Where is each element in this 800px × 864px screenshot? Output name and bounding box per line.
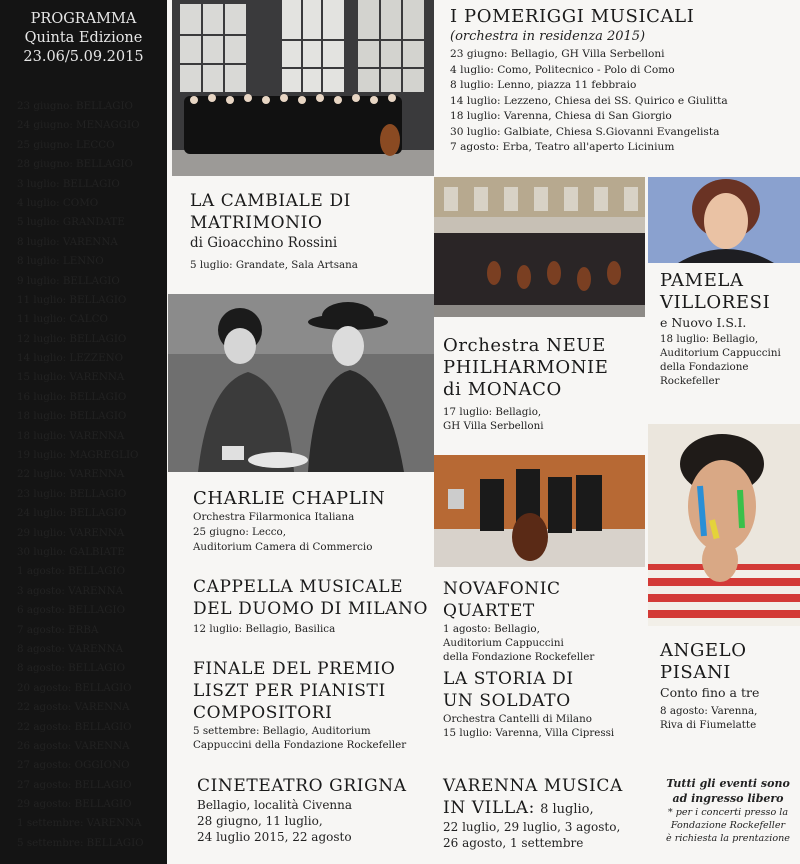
grigna-detail-line: 24 luglio 2015, 22 agosto [197, 830, 352, 844]
varenna-title-line2: IN VILLA: [443, 798, 535, 818]
novafonic-detail-line: della Fondazione Rockefeller [443, 651, 595, 663]
chaplin-details [193, 510, 433, 555]
event-date-item: 29 luglio: VARENNA [17, 526, 125, 539]
event-date-item: 8 luglio: LENNO [17, 255, 104, 268]
pomeriggi-schedule-line: 8 luglio: Lenno, piazza 11 febbraio [450, 79, 637, 91]
villoresi-title-line1: PAMELA [660, 270, 744, 291]
neue-title-line2: PHILHARMONIE [443, 357, 609, 378]
novafonic-detail-line: Auditorium Cappuccini [443, 637, 564, 649]
pisani-title-line1: ANGELO [660, 640, 747, 661]
note-line5: è richiesta la prentazione [666, 833, 790, 844]
neue-detail-line: GH Villa Serbelloni [443, 420, 544, 432]
pomeriggi-title: I POMERIGGI MUSICALI [450, 6, 695, 27]
grigna-detail-line: 28 giugno, 11 luglio, [197, 814, 323, 828]
cappella-section [193, 576, 433, 636]
varenna-first-date: 8 luglio, [540, 802, 594, 817]
chaplin-detail-line: Orchestra Filarmonica Italiana [193, 511, 355, 523]
grigna-title: CINETEATRO GRIGNA [197, 776, 407, 796]
chaplin-title: CHARLIE CHAPLIN [193, 488, 386, 509]
event-date-item: 8 agosto: VARENNA [17, 642, 124, 655]
programme-dates: 23.06/5.09.2015 [23, 49, 144, 65]
chaplin-detail-line: 25 giugno: Lecco, [193, 526, 286, 538]
event-date-list [17, 97, 144, 853]
event-date-item: 11 luglio: CALCO [17, 313, 108, 326]
event-date-item: 15 luglio: VARENNA [17, 371, 125, 384]
pisani-subtitle: Conto fino a tre [660, 685, 760, 700]
note-line2: ad ingresso libero [672, 792, 784, 805]
event-date-item: 20 agosto: BELLAGIO [17, 681, 132, 694]
liszt-section [193, 658, 433, 752]
soldato-detail-line: 15 luglio: Varenna, Villa Cipressi [443, 727, 615, 739]
neue-title-line3: di MONACO [443, 379, 562, 400]
cambiale-section [190, 190, 430, 272]
event-date-item: 14 luglio: LEZZENO [17, 352, 124, 365]
note-line3: * per i concerti presso la [667, 807, 789, 818]
event-date-item: 5 settembre: BELLAGIO [17, 836, 144, 849]
event-date-item: 16 luglio: BELLAGIO [17, 390, 127, 403]
event-date-item: 26 agosto: VARENNA [17, 739, 130, 752]
soldato-detail-line: Orchestra Cantelli di Milano [443, 713, 592, 725]
neue-details [443, 405, 648, 433]
cambiale-author: di Gioacchino Rossini [190, 235, 338, 251]
cambiale-title-line2: MATRIMONIO [190, 213, 323, 233]
varenna-details [443, 819, 653, 851]
event-date-item: 3 luglio: BELLAGIO [17, 177, 120, 190]
event-date-item: 22 agosto: BELLAGIO [17, 720, 132, 733]
event-date-item: 27 agosto: BELLAGIO [17, 778, 132, 791]
event-date-item: 24 giugno: MENAGGIO [17, 119, 140, 132]
villoresi-section [660, 270, 800, 388]
neue-section [443, 335, 648, 433]
event-date-item: 24 luglio: BELLAGIO [17, 507, 127, 520]
novafonic-details [443, 622, 648, 664]
programme-edition: Quinta Edizione [24, 30, 143, 46]
soldato-title-line2: UN SOLDATO [443, 691, 571, 711]
grigna-detail-line: Bellagio, località Civenna [197, 798, 353, 812]
event-date-item: 12 luglio: BELLAGIO [17, 332, 127, 345]
pomeriggi-section [450, 6, 795, 156]
pisani-section [660, 640, 800, 732]
event-date-item: 11 luglio: BELLAGIO [17, 293, 127, 306]
soldato-details [443, 712, 648, 740]
cambiale-detail: 5 luglio: Grandate, Sala Artsana [190, 259, 358, 271]
pomeriggi-schedule [450, 47, 795, 156]
chaplin-photo [168, 294, 434, 472]
soldato-title-line1: LA STORIA DI [443, 669, 574, 689]
villoresi-detail-line: della Fondazione [660, 361, 749, 373]
neue-title-line1: Orchestra NEUE [443, 335, 606, 356]
novafonic-detail-line: 1 agosto: Bellagio, [443, 623, 540, 635]
pomeriggi-schedule-line: 14 luglio: Lezzeno, Chiesa dei SS. Quirico e Giulitta [450, 94, 728, 107]
novafonic-title: NOVAFONIC QUARTET [443, 579, 561, 621]
event-date-item: 18 luglio: BELLAGIO [17, 410, 127, 423]
liszt-title-line1: FINALE DEL PREMIO [193, 659, 396, 679]
event-date-item: 23 giugno: BELLAGIO [17, 100, 133, 112]
event-date-item: 3 agosto: VARENNA [17, 584, 124, 597]
pisani-detail-line: Riva di Fiumelatte [660, 719, 757, 731]
event-date-item: 22 agosto: VARENNA [17, 701, 130, 714]
novafonic-photo [434, 455, 645, 567]
liszt-title-line2: LISZT PER PIANISTI [193, 681, 386, 701]
varenna-detail-line: 26 agosto, 1 settembre [443, 836, 584, 850]
cambiale-title-line1: LA CAMBIALE DI [190, 191, 351, 211]
liszt-detail-line: 5 settembre: Bellagio, Auditorium [193, 725, 371, 737]
chaplin-detail-line: Auditorium Camera di Commercio [193, 541, 373, 553]
varenna-title-line1: VARENNA MUSICA [443, 776, 623, 796]
event-date-item: 19 luglio: MAGREGLIO [17, 449, 139, 462]
pisani-detail-line: 8 agosto: Varenna, [660, 705, 758, 717]
villoresi-detail-line: Rockefeller [660, 375, 720, 387]
grigna-section [197, 775, 437, 845]
villoresi-detail-line: 18 luglio: Bellagio, [660, 333, 759, 345]
pomeriggi-schedule-line: 4 luglio: Como, Politecnico - Polo di Como [450, 63, 675, 76]
event-date-item: 8 luglio: VARENNA [17, 235, 118, 248]
event-date-item: 7 agosto: ERBA [17, 623, 99, 636]
cappella-title-line2: DEL DUOMO DI MILANO [193, 599, 429, 619]
event-date-item: 22 luglio: VARENNA [17, 468, 125, 481]
event-date-item: 8 agosto: BELLAGIO [17, 662, 126, 675]
programme-title: PROGRAMMA [30, 11, 137, 27]
pomeriggi-schedule-line: 30 luglio: Galbiate, Chiesa S.Giovanni Evangelista [450, 125, 720, 138]
villoresi-title-line2: VILLORESI [660, 292, 771, 313]
programme-sidebar [0, 0, 167, 864]
pisani-title-line2: PISANI [660, 662, 732, 683]
free-entry-note [658, 776, 798, 845]
grigna-details [197, 797, 437, 845]
cappella-title-line1: CAPPELLA MUSICALE [193, 577, 404, 597]
note-line1: Tutti gli eventi sono [666, 777, 790, 790]
soldato-section [443, 668, 648, 740]
villoresi-subtitle: e Nuovo I.S.I. [660, 315, 747, 330]
event-date-item: 6 agosto: BELLAGIO [17, 604, 126, 617]
event-date-item: 5 luglio: GRANDATE [17, 216, 125, 229]
event-date-item: 28 giugno: BELLAGIO [17, 158, 133, 171]
event-date-item: 29 agosto: BELLAGIO [17, 798, 132, 811]
programme-header [0, 0, 167, 67]
event-date-item: 27 agosto: OGGIONO [17, 759, 130, 772]
pisani-details [660, 704, 800, 732]
event-date-item: 25 giugno: LECCO [17, 138, 115, 151]
event-date-item: 1 settembre: VARENNA [17, 817, 142, 830]
villoresi-detail-line: Auditorium Cappuccini [660, 347, 781, 359]
event-date-item: 30 luglio: GALBIATE [17, 545, 125, 558]
villoresi-details [660, 332, 800, 388]
pomeriggi-subtitle: (orchestra in residenza 2015) [450, 29, 646, 44]
varenna-detail-line: 22 luglio, 29 luglio, 3 agosto, [443, 820, 621, 834]
event-date-item: 1 agosto: BELLAGIO [17, 565, 126, 578]
neue-detail-line: 17 luglio: Bellagio, [443, 406, 542, 418]
liszt-details [193, 724, 433, 752]
pisani-photo [648, 424, 800, 626]
cappella-detail: 12 luglio: Bellagio, Basilica [193, 623, 336, 635]
chaplin-section [193, 488, 433, 555]
note-line4: Fondazione Rockefeller [670, 820, 786, 831]
event-date-item: 23 luglio: BELLAGIO [17, 487, 127, 500]
event-date-item: 18 luglio: VARENNA [17, 429, 125, 442]
varenna-section [443, 775, 653, 851]
event-date-item: 4 luglio: COMO [17, 196, 99, 209]
pomeriggi-schedule-line: 7 agosto: Erba, Teatro all'aperto Licinium [450, 141, 675, 153]
neue-orchestra-photo [434, 177, 645, 317]
pomeriggi-schedule-line: 18 luglio: Varenna, Chiesa di San Giorgio [450, 110, 672, 122]
liszt-detail-line: Cappuccini della Fondazione Rockefeller [193, 739, 407, 751]
novafonic-section [443, 578, 648, 664]
pomeriggi-schedule-line: 23 giugno: Bellagio, GH Villa Serbelloni [450, 48, 665, 60]
liszt-title-line3: COMPOSITORI [193, 703, 333, 723]
villoresi-photo [648, 177, 800, 263]
event-date-item: 9 luglio: BELLAGIO [17, 274, 120, 287]
pomeriggi-orchestra-photo [172, 0, 434, 176]
